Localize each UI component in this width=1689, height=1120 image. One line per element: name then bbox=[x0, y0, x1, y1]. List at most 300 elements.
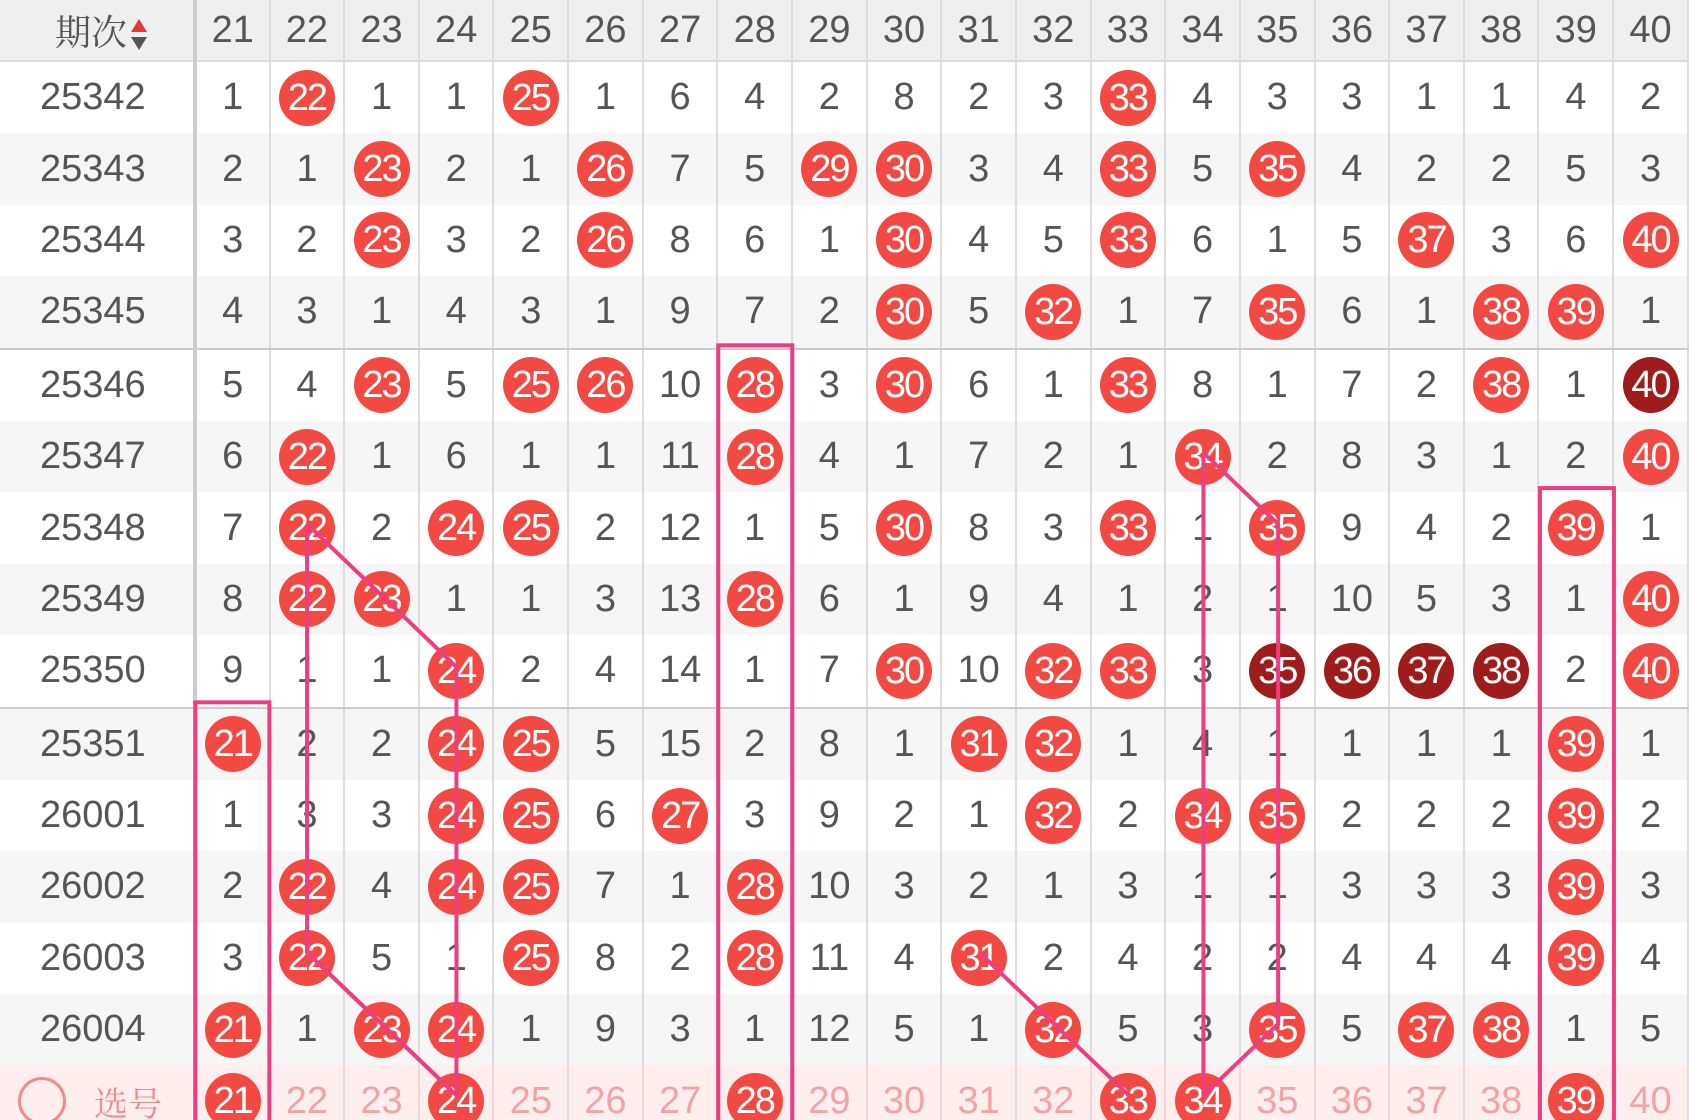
number-ball: 24 bbox=[428, 1073, 484, 1120]
drawn-number-ball bbox=[1613, 564, 1688, 635]
column-header: 27 bbox=[643, 0, 718, 61]
period-number: 25346 bbox=[0, 349, 195, 421]
miss-count-cell: 1 bbox=[1613, 708, 1688, 780]
drawn-number-ball bbox=[1538, 492, 1613, 563]
miss-count-cell: 6 bbox=[568, 780, 643, 851]
number-ball: 34 bbox=[1175, 1073, 1231, 1120]
header-row bbox=[0, 0, 1688, 61]
miss-count-cell: 3 bbox=[270, 276, 345, 348]
drawn-number-ball bbox=[568, 205, 643, 276]
number-ball: 38 bbox=[1473, 357, 1529, 413]
miss-count-cell: 3 bbox=[1464, 851, 1539, 922]
miss-count-cell: 2 bbox=[792, 61, 867, 133]
miss-count-cell: 1 bbox=[1464, 61, 1539, 133]
number-ball: 28 bbox=[727, 1073, 783, 1120]
drawn-number-ball bbox=[344, 349, 419, 421]
drawn-number-ball bbox=[1613, 349, 1688, 421]
number-ball: 22 bbox=[279, 571, 335, 627]
period-number: 26001 bbox=[0, 780, 195, 851]
number-ball: 35 bbox=[1249, 284, 1305, 340]
number-ball: 23 bbox=[354, 141, 410, 197]
table-row bbox=[0, 349, 1688, 421]
miss-count-cell: 2 bbox=[270, 708, 345, 780]
number-ball: 37 bbox=[1398, 212, 1454, 268]
number-ball: 28 bbox=[727, 930, 783, 986]
number-ball: 32 bbox=[1025, 643, 1081, 699]
number-ball: 25 bbox=[503, 500, 559, 556]
miss-count-cell: 2 bbox=[1464, 492, 1539, 563]
drawn-number-ball bbox=[1091, 61, 1166, 133]
number-ball: 23 bbox=[354, 212, 410, 268]
miss-count-cell: 3 bbox=[1315, 61, 1390, 133]
table-row bbox=[0, 708, 1688, 780]
miss-count-cell: 3 bbox=[1165, 994, 1240, 1065]
number-ball: 32 bbox=[1025, 1002, 1081, 1058]
miss-count-cell: 8 bbox=[792, 708, 867, 780]
column-header: 39 bbox=[1538, 0, 1613, 61]
miss-count-cell: 2 bbox=[493, 205, 568, 276]
number-ball: 40 bbox=[1623, 429, 1679, 485]
column-header: 25 bbox=[493, 0, 568, 61]
sort-up-down-icon[interactable] bbox=[129, 18, 149, 52]
number-ball: 28 bbox=[727, 571, 783, 627]
consecutive-ball: 35 bbox=[1249, 643, 1305, 699]
select-number-option[interactable]: 23 bbox=[344, 1065, 419, 1120]
number-ball: 39 bbox=[1548, 1073, 1604, 1120]
miss-count-cell: 1 bbox=[1613, 492, 1688, 563]
drawn-number-ball bbox=[270, 61, 345, 133]
miss-count-cell: 2 bbox=[1240, 923, 1315, 994]
miss-count-cell: 4 bbox=[1091, 923, 1166, 994]
miss-count-cell: 4 bbox=[867, 923, 942, 994]
number-ball: 30 bbox=[876, 357, 932, 413]
miss-count-cell: 1 bbox=[1389, 276, 1464, 348]
miss-count-cell: 1 bbox=[1538, 994, 1613, 1065]
select-number-option[interactable]: 26 bbox=[568, 1065, 643, 1120]
number-ball: 22 bbox=[279, 930, 335, 986]
number-ball: 31 bbox=[951, 716, 1007, 772]
miss-count-cell: 1 bbox=[1240, 708, 1315, 780]
number-ball: 33 bbox=[1100, 643, 1156, 699]
drawn-number-ball bbox=[792, 133, 867, 204]
select-number-option[interactable]: 32 bbox=[1016, 1065, 1091, 1120]
number-ball: 38 bbox=[1473, 284, 1529, 340]
drawn-number-ball bbox=[270, 851, 345, 922]
select-number-option[interactable]: 25 bbox=[493, 1065, 568, 1120]
miss-count-cell: 6 bbox=[419, 421, 494, 492]
drawn-number-ball bbox=[1240, 276, 1315, 348]
drawn-number-ball bbox=[195, 994, 270, 1065]
miss-count-cell: 2 bbox=[493, 635, 568, 707]
miss-count-cell: 5 bbox=[1613, 994, 1688, 1065]
miss-count-cell: 8 bbox=[941, 492, 1016, 563]
drawn-number-ball bbox=[867, 205, 942, 276]
drawn-number-ball bbox=[1464, 349, 1539, 421]
table-row bbox=[0, 205, 1688, 276]
miss-count-cell: 4 bbox=[1464, 923, 1539, 994]
miss-count-cell: 15 bbox=[643, 708, 718, 780]
miss-count-cell: 9 bbox=[941, 564, 1016, 635]
number-ball: 25 bbox=[503, 788, 559, 844]
drawn-number-ball bbox=[1389, 635, 1464, 707]
miss-count-cell: 1 bbox=[792, 205, 867, 276]
number-ball: 25 bbox=[503, 716, 559, 772]
miss-count-cell: 2 bbox=[1315, 780, 1390, 851]
period-header-label: 期次 bbox=[55, 11, 128, 53]
miss-count-cell: 6 bbox=[792, 564, 867, 635]
column-header: 31 bbox=[941, 0, 1016, 61]
select-number-option[interactable]: 22 bbox=[270, 1065, 345, 1120]
miss-count-cell: 2 bbox=[1091, 780, 1166, 851]
column-header: 40 bbox=[1613, 0, 1688, 61]
miss-count-cell: 3 bbox=[1091, 851, 1166, 922]
drawn-number-ball bbox=[1613, 205, 1688, 276]
table-row bbox=[0, 780, 1688, 851]
miss-count-cell: 1 bbox=[344, 421, 419, 492]
drawn-number-ball bbox=[270, 564, 345, 635]
drawn-number-ball bbox=[419, 851, 494, 922]
selected-number-ball[interactable] bbox=[195, 1065, 270, 1120]
miss-count-cell: 3 bbox=[1016, 61, 1091, 133]
miss-count-cell: 7 bbox=[792, 635, 867, 707]
number-ball: 37 bbox=[1398, 1002, 1454, 1058]
miss-count-cell: 1 bbox=[493, 421, 568, 492]
miss-count-cell: 4 bbox=[1315, 133, 1390, 204]
selected-number-ball[interactable] bbox=[419, 1065, 494, 1120]
drawn-number-ball bbox=[419, 492, 494, 563]
table-row bbox=[0, 61, 1688, 133]
miss-count-cell: 1 bbox=[195, 61, 270, 133]
miss-count-cell: 2 bbox=[717, 708, 792, 780]
number-ball: 39 bbox=[1548, 500, 1604, 556]
number-ball: 33 bbox=[1100, 70, 1156, 126]
number-ball: 33 bbox=[1100, 141, 1156, 197]
miss-count-cell: 3 bbox=[1389, 851, 1464, 922]
number-ball: 26 bbox=[577, 212, 633, 268]
miss-count-cell: 7 bbox=[643, 133, 718, 204]
drawn-number-ball bbox=[344, 564, 419, 635]
miss-count-cell: 2 bbox=[941, 61, 1016, 133]
drawn-number-ball bbox=[1538, 851, 1613, 922]
period-number: 26002 bbox=[0, 851, 195, 922]
column-header: 24 bbox=[419, 0, 494, 61]
period-header[interactable] bbox=[0, 0, 195, 61]
miss-count-cell: 2 bbox=[1016, 421, 1091, 492]
miss-count-cell: 2 bbox=[1464, 780, 1539, 851]
drawn-number-ball bbox=[941, 708, 1016, 780]
number-ball: 35 bbox=[1249, 141, 1305, 197]
selected-number-ball[interactable] bbox=[1091, 1065, 1166, 1120]
number-ball: 39 bbox=[1548, 930, 1604, 986]
miss-count-cell: 10 bbox=[643, 349, 718, 421]
column-header: 32 bbox=[1016, 0, 1091, 61]
miss-count-cell: 1 bbox=[419, 923, 494, 994]
miss-count-cell: 1 bbox=[1091, 564, 1166, 635]
drawn-number-ball bbox=[1613, 635, 1688, 707]
drawn-number-ball bbox=[493, 61, 568, 133]
table-row bbox=[0, 851, 1688, 922]
miss-count-cell: 3 bbox=[717, 780, 792, 851]
number-ball: 28 bbox=[727, 357, 783, 413]
miss-count-cell: 7 bbox=[941, 421, 1016, 492]
number-ball: 22 bbox=[279, 859, 335, 915]
miss-count-cell: 12 bbox=[643, 492, 718, 563]
column-header: 38 bbox=[1464, 0, 1539, 61]
number-ball: 22 bbox=[279, 500, 335, 556]
drawn-number-ball bbox=[493, 851, 568, 922]
miss-count-cell: 3 bbox=[493, 276, 568, 348]
table-row bbox=[0, 994, 1688, 1065]
drawn-number-ball bbox=[867, 276, 942, 348]
miss-count-cell: 3 bbox=[1613, 851, 1688, 922]
drawn-number-ball bbox=[1091, 133, 1166, 204]
miss-count-cell: 3 bbox=[344, 780, 419, 851]
miss-count-cell: 1 bbox=[941, 780, 1016, 851]
miss-count-cell: 3 bbox=[1613, 133, 1688, 204]
number-ball: 21 bbox=[205, 1073, 261, 1120]
miss-count-cell: 4 bbox=[717, 61, 792, 133]
miss-count-cell: 1 bbox=[1538, 564, 1613, 635]
miss-count-cell: 1 bbox=[717, 492, 792, 563]
drawn-number-ball bbox=[643, 780, 718, 851]
miss-count-cell: 3 bbox=[1240, 61, 1315, 133]
number-ball: 21 bbox=[205, 1002, 261, 1058]
number-ball: 32 bbox=[1025, 788, 1081, 844]
miss-count-cell: 3 bbox=[195, 923, 270, 994]
table-row bbox=[0, 133, 1688, 204]
miss-count-cell: 8 bbox=[195, 564, 270, 635]
column-header: 21 bbox=[195, 0, 270, 61]
select-number-option[interactable]: 37 bbox=[1389, 1065, 1464, 1120]
miss-count-cell: 1 bbox=[568, 276, 643, 348]
miss-count-cell: 1 bbox=[419, 61, 494, 133]
drawn-number-ball bbox=[1613, 421, 1688, 492]
miss-count-cell: 7 bbox=[717, 276, 792, 348]
drawn-number-ball bbox=[1389, 205, 1464, 276]
select-number-option[interactable]: 40 bbox=[1613, 1065, 1688, 1120]
number-ball: 24 bbox=[428, 500, 484, 556]
drawn-number-ball bbox=[344, 994, 419, 1065]
number-ball: 35 bbox=[1249, 1002, 1305, 1058]
miss-count-cell: 6 bbox=[643, 61, 718, 133]
number-ball: 25 bbox=[503, 357, 559, 413]
number-ball: 40 bbox=[1623, 212, 1679, 268]
miss-count-cell: 1 bbox=[1240, 851, 1315, 922]
miss-count-cell: 1 bbox=[344, 635, 419, 707]
miss-count-cell: 3 bbox=[867, 851, 942, 922]
miss-count-cell: 1 bbox=[493, 133, 568, 204]
drawn-number-ball bbox=[419, 708, 494, 780]
number-ball: 29 bbox=[801, 141, 857, 197]
miss-count-cell: 1 bbox=[270, 994, 345, 1065]
select-label: 选号 bbox=[94, 1085, 162, 1120]
miss-count-cell: 1 bbox=[717, 635, 792, 707]
miss-count-cell: 10 bbox=[941, 635, 1016, 707]
miss-count-cell: 1 bbox=[1315, 708, 1390, 780]
select-number-option[interactable]: 36 bbox=[1315, 1065, 1390, 1120]
miss-count-cell: 8 bbox=[568, 923, 643, 994]
number-ball: 32 bbox=[1025, 716, 1081, 772]
drawn-number-ball bbox=[1389, 994, 1464, 1065]
miss-count-cell: 2 bbox=[1538, 421, 1613, 492]
miss-count-cell: 2 bbox=[195, 851, 270, 922]
miss-count-cell: 5 bbox=[195, 349, 270, 421]
drawn-number-ball bbox=[1016, 276, 1091, 348]
number-ball: 25 bbox=[503, 859, 559, 915]
drawn-number-ball bbox=[1464, 635, 1539, 707]
miss-count-cell: 5 bbox=[717, 133, 792, 204]
selected-number-ball[interactable] bbox=[1538, 1065, 1613, 1120]
number-ball: 39 bbox=[1548, 788, 1604, 844]
period-number: 26004 bbox=[0, 994, 195, 1065]
miss-count-cell: 4 bbox=[1315, 923, 1390, 994]
miss-count-cell: 3 bbox=[1464, 564, 1539, 635]
drawn-number-ball bbox=[1538, 923, 1613, 994]
drawn-number-ball bbox=[1091, 635, 1166, 707]
number-ball: 32 bbox=[1025, 284, 1081, 340]
number-ball: 30 bbox=[876, 212, 932, 268]
drawn-number-ball bbox=[568, 133, 643, 204]
miss-count-cell: 1 bbox=[1464, 421, 1539, 492]
miss-count-cell: 3 bbox=[1464, 205, 1539, 276]
miss-count-cell: 3 bbox=[941, 133, 1016, 204]
miss-count-cell: 3 bbox=[1165, 635, 1240, 707]
miss-count-cell: 2 bbox=[1389, 133, 1464, 204]
select-number-option[interactable]: 27 bbox=[643, 1065, 718, 1120]
table-row bbox=[0, 276, 1688, 348]
number-ball: 22 bbox=[279, 429, 335, 485]
number-ball: 25 bbox=[503, 70, 559, 126]
number-ball: 21 bbox=[205, 716, 261, 772]
drawn-number-ball bbox=[1091, 349, 1166, 421]
number-ball: 40 bbox=[1623, 571, 1679, 627]
miss-count-cell: 2 bbox=[1613, 61, 1688, 133]
table-row bbox=[0, 421, 1688, 492]
drawn-number-ball bbox=[717, 349, 792, 421]
circle-icon[interactable] bbox=[18, 1077, 66, 1120]
miss-count-cell: 2 bbox=[195, 133, 270, 204]
miss-count-cell: 7 bbox=[1315, 349, 1390, 421]
miss-count-cell: 3 bbox=[195, 205, 270, 276]
miss-count-cell: 2 bbox=[1389, 780, 1464, 851]
miss-count-cell: 1 bbox=[1538, 349, 1613, 421]
drawn-number-ball bbox=[419, 780, 494, 851]
miss-count-cell: 1 bbox=[1240, 349, 1315, 421]
number-ball: 33 bbox=[1100, 357, 1156, 413]
drawn-number-ball bbox=[1464, 276, 1539, 348]
miss-count-cell: 5 bbox=[1538, 133, 1613, 204]
drawn-number-ball bbox=[867, 349, 942, 421]
number-ball: 24 bbox=[428, 788, 484, 844]
drawn-number-ball bbox=[717, 851, 792, 922]
drawn-number-ball bbox=[1240, 994, 1315, 1065]
select-number-option[interactable]: 31 bbox=[941, 1065, 1016, 1120]
selected-number-ball[interactable] bbox=[717, 1065, 792, 1120]
period-number: 25349 bbox=[0, 564, 195, 635]
miss-count-cell: 10 bbox=[1315, 564, 1390, 635]
number-ball: 24 bbox=[428, 716, 484, 772]
miss-count-cell: 5 bbox=[344, 923, 419, 994]
number-ball: 22 bbox=[279, 70, 335, 126]
miss-count-cell: 1 bbox=[1613, 276, 1688, 348]
miss-count-cell: 1 bbox=[1165, 492, 1240, 563]
consecutive-ball: 36 bbox=[1324, 643, 1380, 699]
period-number: 25351 bbox=[0, 708, 195, 780]
miss-count-cell: 2 bbox=[568, 492, 643, 563]
number-ball: 23 bbox=[354, 571, 410, 627]
drawn-number-ball bbox=[941, 923, 1016, 994]
drawn-number-ball bbox=[419, 994, 494, 1065]
number-ball: 39 bbox=[1548, 716, 1604, 772]
miss-count-cell: 7 bbox=[195, 492, 270, 563]
miss-count-cell: 1 bbox=[493, 564, 568, 635]
drawn-number-ball bbox=[419, 635, 494, 707]
number-ball: 24 bbox=[428, 643, 484, 699]
number-selection-row bbox=[0, 1065, 1688, 1120]
select-number-option[interactable]: 30 bbox=[867, 1065, 942, 1120]
miss-count-cell: 1 bbox=[643, 851, 718, 922]
drawn-number-ball bbox=[1315, 635, 1390, 707]
miss-count-cell: 1 bbox=[1091, 421, 1166, 492]
column-header: 22 bbox=[270, 0, 345, 61]
drawn-number-ball bbox=[717, 923, 792, 994]
select-number-option[interactable]: 35 bbox=[1240, 1065, 1315, 1120]
miss-count-cell: 3 bbox=[270, 780, 345, 851]
number-ball: 25 bbox=[503, 930, 559, 986]
number-ball: 28 bbox=[727, 429, 783, 485]
select-number-option[interactable]: 38 bbox=[1464, 1065, 1539, 1120]
miss-count-cell: 11 bbox=[643, 421, 718, 492]
miss-count-cell: 1 bbox=[1091, 708, 1166, 780]
drawn-number-ball bbox=[493, 923, 568, 994]
drawn-number-ball bbox=[270, 492, 345, 563]
number-ball: 39 bbox=[1548, 859, 1604, 915]
miss-count-cell: 2 bbox=[867, 780, 942, 851]
selected-number-ball[interactable] bbox=[1165, 1065, 1240, 1120]
miss-count-cell: 1 bbox=[270, 635, 345, 707]
miss-count-cell: 7 bbox=[568, 851, 643, 922]
column-header: 26 bbox=[568, 0, 643, 61]
number-ball: 31 bbox=[951, 930, 1007, 986]
miss-count-cell: 5 bbox=[941, 276, 1016, 348]
drawn-number-ball bbox=[1091, 205, 1166, 276]
miss-count-cell: 5 bbox=[1091, 994, 1166, 1065]
miss-count-cell: 1 bbox=[1016, 851, 1091, 922]
number-ball: 30 bbox=[876, 500, 932, 556]
miss-count-cell: 4 bbox=[1613, 923, 1688, 994]
drawn-number-ball bbox=[493, 708, 568, 780]
drawn-number-ball bbox=[1016, 708, 1091, 780]
number-ball: 33 bbox=[1100, 500, 1156, 556]
select-toggle[interactable] bbox=[0, 1065, 195, 1120]
select-number-option[interactable]: 29 bbox=[792, 1065, 867, 1120]
miss-count-cell: 8 bbox=[643, 205, 718, 276]
period-number: 25344 bbox=[0, 205, 195, 276]
miss-count-cell: 1 bbox=[1091, 276, 1166, 348]
miss-count-cell: 5 bbox=[1165, 133, 1240, 204]
miss-count-cell: 1 bbox=[867, 421, 942, 492]
number-ball: 40 bbox=[1623, 643, 1679, 699]
number-ball: 30 bbox=[876, 284, 932, 340]
miss-count-cell: 1 bbox=[419, 564, 494, 635]
miss-count-cell: 4 bbox=[941, 205, 1016, 276]
consecutive-ball: 40 bbox=[1623, 357, 1679, 413]
drawn-number-ball bbox=[1240, 635, 1315, 707]
column-header: 28 bbox=[717, 0, 792, 61]
miss-count-cell: 8 bbox=[1165, 349, 1240, 421]
drawn-number-ball bbox=[195, 708, 270, 780]
miss-count-cell: 2 bbox=[1016, 923, 1091, 994]
